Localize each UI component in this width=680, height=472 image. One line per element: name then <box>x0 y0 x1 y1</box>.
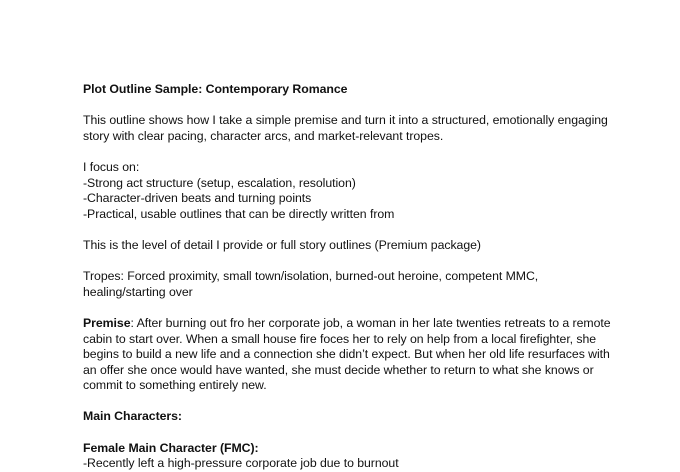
focus-item: -Character-driven beats and turning points <box>83 191 312 206</box>
fmc-heading: Female Main Character (FMC): <box>83 440 259 455</box>
tropes-line-1: Tropes: Forced proximity, small town/isolation, burned-out heroine, competent MMC, <box>83 269 539 284</box>
detail-note: This is the level of detail I provide or full story outlines (Premium package) <box>83 237 481 252</box>
spacer <box>83 98 643 114</box>
premise-line: begins to build a new life and a connection she didn’t expect. But when her old life resurfaces with <box>83 347 610 362</box>
spacer <box>83 394 643 410</box>
focus-item: -Strong act structure (setup, escalation, resolution) <box>83 175 356 190</box>
spacer <box>83 254 643 270</box>
premise-line: commit to something entirely new. <box>83 378 267 393</box>
spacer <box>83 144 643 160</box>
premise-line-1 <box>83 316 643 332</box>
intro-line-2: story with clear pacing, character arcs, and market-relevant tropes. <box>83 128 444 143</box>
spacer <box>83 300 643 316</box>
main-characters-heading: Main Characters: <box>83 409 182 424</box>
document-title: Plot Outline Sample: Contemporary Romance <box>83 82 348 96</box>
focus-heading: I focus on: <box>83 159 140 174</box>
intro-line-1: This outline shows how I take a simple premise and turn it into a structured, emotionally engaging <box>83 113 608 128</box>
tropes-line-2: healing/starting over <box>83 284 193 299</box>
premise-text: : After burning out fro her corporate job, a woman in her late twenties retreats to a remote <box>130 315 611 330</box>
focus-item: -Practical, usable outlines that can be directly written from <box>83 206 395 221</box>
fmc-item: -Recently left a high-pressure corporate job due to burnout <box>83 456 399 471</box>
premise-line: cabin to start over. When a small house fire foces her to rely on help from a local firefighter, she <box>83 331 597 346</box>
premise-label: Premise <box>83 315 131 330</box>
spacer <box>83 425 643 441</box>
document-body <box>83 82 643 472</box>
premise-line: an offer she once would have wanted, she must decide whether to return to what she knows or <box>83 362 594 377</box>
spacer <box>83 222 643 238</box>
